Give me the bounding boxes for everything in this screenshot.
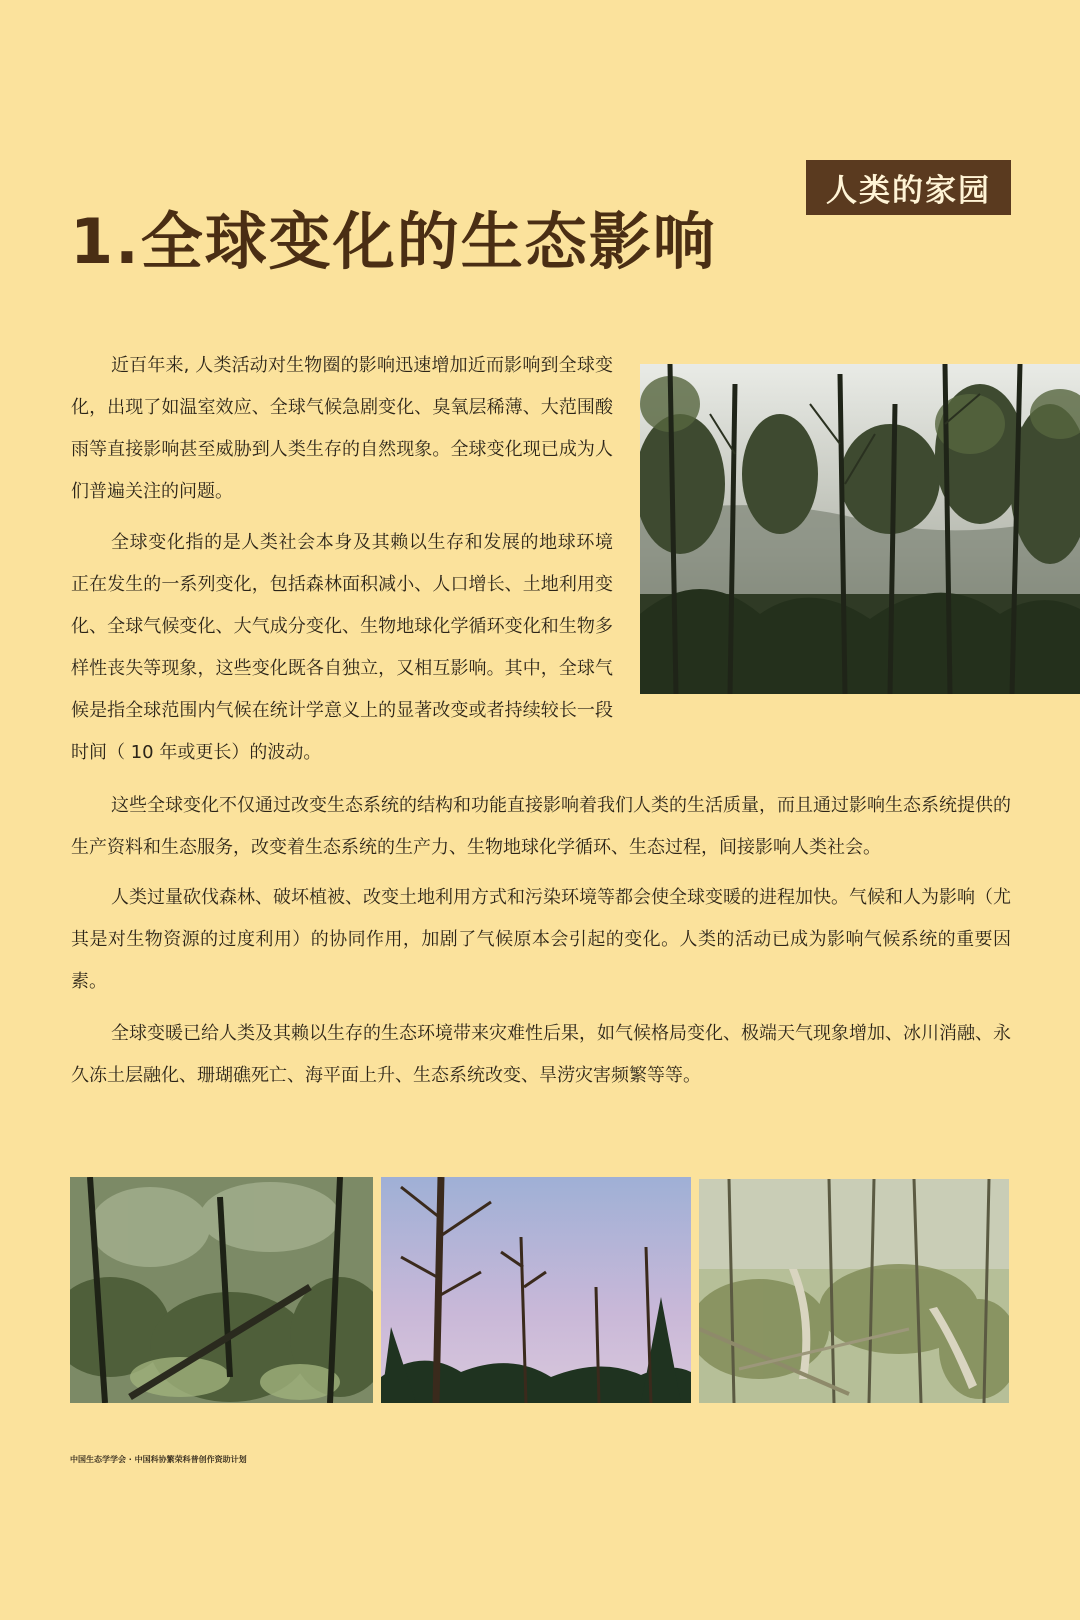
bamboo-photo — [699, 1179, 1009, 1403]
forest-photo-main — [640, 364, 1080, 694]
dead-trees-photo — [381, 1177, 691, 1403]
section-badge: 人类的家园 — [806, 160, 1011, 215]
paragraph-definition: 全球变化指的是人类社会本身及其赖以生存和发展的地球环境正在发生的一系列变化，包括森林面积减小、人口增长、土地利用变化、全球气候变化、大气成分变化、生物地球化学循环变化和生物多样性丧失等现象，这些变化既各自独立，又相互影响。其中，全球气候是指全球范围内气候在统计学意义上的显著改变或者持续较长一段时间（ 10 年或更长）的波动。 — [71, 532, 613, 763]
footer-credit: 中国生态学学会 · 中国科协繁荣科普创作资助计划 — [70, 1455, 247, 1464]
paragraph-human-causes: 人类过量砍伐森林、破坏植被、改变土地利用方式和污染环境等都会使全球变暖的进程加快。气候和人为影响（尤其是对生物资源的过度利用）的协同作用，加剧了气候原本会引起的变化。人类的活动已成为影响气候系统的重要因素。 — [71, 887, 1011, 992]
forest-photo-dense — [70, 1177, 373, 1403]
paragraph-impact: 这些全球变化不仅通过改变生态系统的结构和功能直接影响着我们人类的生活质量，而且通过影响生态系统提供的生产资料和生态服务，改变着生态系统的生产力、生物地球化学循环、生态过程，间接影响人类社会。 — [71, 795, 1011, 858]
paragraph-intro: 近百年来, 人类活动对生物圈的影响迅速增加近而影响到全球变化，出现了如温室效应、全球气候急剧变化、臭氧层稀薄、大范围酸雨等直接影响甚至威胁到人类生存的自然现象。全球变化现已成为人们普遍关注的问题。 — [71, 355, 613, 502]
page-title: 1.全球变化的生态影响 — [70, 205, 717, 278]
paragraph-consequences: 全球变暖已给人类及其赖以生存的生态环境带来灾难性后果，如气候格局变化、极端天气现象增加、冰川消融、永久冻土层融化、珊瑚礁死亡、海平面上升、生态系统改变、旱涝灾害频繁等等。 — [71, 1023, 1011, 1086]
